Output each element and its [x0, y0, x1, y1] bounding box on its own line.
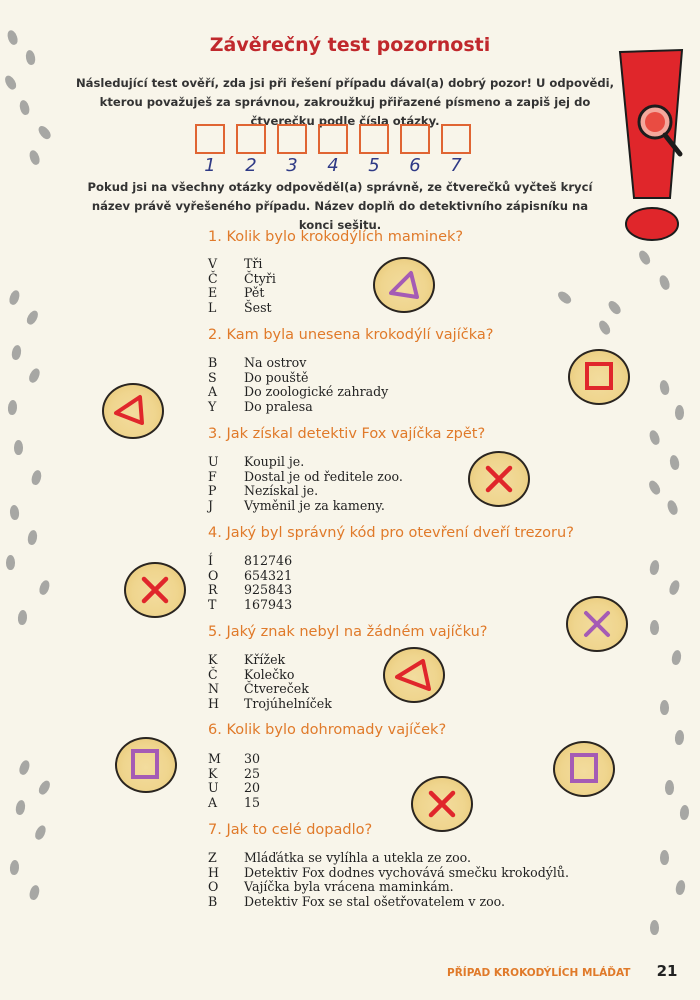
footprint-icon	[648, 429, 662, 446]
footprint-icon	[675, 879, 686, 895]
footprint-icon	[7, 400, 17, 416]
question-title: 2. Kam byla unesena krokodýlí vajíčka?	[208, 327, 494, 343]
answer-option[interactable]: Y Do pralesa	[208, 398, 313, 414]
answer-option[interactable]: N Čtvereček	[208, 681, 309, 696]
footprint-icon	[637, 249, 652, 266]
egg-square-purple	[115, 737, 177, 793]
footprint-icon	[30, 469, 43, 486]
footprint-icon	[38, 579, 52, 596]
box-number: 4	[327, 155, 339, 176]
footprint-icon	[27, 367, 41, 384]
question-title: 3. Jak získal detektiv Fox vajíčka zpět?	[208, 426, 486, 442]
footprint-icon	[650, 920, 659, 935]
answer-list	[208, 752, 260, 810]
egg-square-red	[568, 349, 630, 405]
answer-option[interactable]: K 25	[208, 765, 261, 781]
answer-box[interactable]	[441, 124, 471, 154]
box-number: 7	[450, 155, 462, 176]
footprint-icon	[9, 860, 19, 876]
answer-option[interactable]: B Detektiv Fox se stal ošetřovatelem v zoo.	[208, 893, 506, 909]
footprint-icon	[669, 454, 680, 470]
footprint-icon	[660, 850, 669, 865]
question-title: 1. Kolik bylo krokodýlích maminek?	[208, 229, 464, 245]
footprint-icon	[659, 379, 670, 395]
footprint-icon	[556, 289, 573, 306]
box-number: 6	[409, 155, 421, 176]
footprint-icon	[18, 99, 31, 116]
footprint-icon	[674, 730, 684, 746]
answer-box[interactable]	[318, 124, 348, 154]
answer-list	[208, 455, 403, 513]
egg-square-purple	[553, 741, 615, 797]
answer-option[interactable]: B Na ostrov	[208, 355, 307, 370]
egg-cross-red	[124, 562, 186, 618]
answer-option[interactable]: R 925843	[208, 582, 293, 597]
footprint-icon	[15, 799, 26, 815]
answer-list	[208, 257, 276, 315]
footprint-icon	[6, 555, 15, 570]
egg-triangle-red	[383, 647, 445, 703]
footprint-icon	[25, 309, 40, 326]
answer-option[interactable]: H Trojúhelníček	[208, 695, 332, 711]
footprint-icon	[9, 505, 19, 521]
answer-box[interactable]	[400, 124, 430, 154]
footprint-icon	[606, 299, 623, 316]
question-title: 6. Kolik bylo dohromady vajíček?	[208, 722, 447, 738]
answer-option[interactable]: U Koupil je.	[208, 454, 305, 469]
footprint-icon	[665, 780, 674, 795]
answer-option[interactable]: M 30	[208, 751, 261, 766]
answer-option[interactable]: Z Mláďátka se vylíhla a utekla ze zoo.	[208, 850, 472, 865]
answer-option[interactable]: H Detektiv Fox dodnes vychovává smečku krokodýlů.	[208, 864, 570, 880]
footprint-icon	[597, 319, 612, 336]
box-number: 1	[204, 155, 216, 176]
footprint-icon	[28, 884, 41, 901]
footprint-icon	[671, 649, 682, 665]
answer-option[interactable]: Č Kolečko	[208, 666, 295, 682]
footprint-icon	[675, 405, 684, 420]
answer-option[interactable]: F Dostal je od ředitele zoo.	[208, 468, 403, 484]
egg-triangle-red	[102, 383, 164, 439]
footprint-icon	[3, 74, 18, 91]
egg-cross-red	[411, 776, 473, 832]
answer-option[interactable]: A 15	[208, 794, 261, 810]
footprint-icon	[658, 274, 672, 291]
egg-cross-red	[468, 451, 530, 507]
book-title: PŘÍPAD KROKODÝLÍCH MLÁĎAT	[447, 967, 631, 979]
footprint-icon	[18, 759, 32, 776]
answer-option[interactable]: E Pět	[208, 285, 265, 300]
answer-option[interactable]: Í 812746	[208, 553, 293, 568]
answer-box[interactable]	[359, 124, 389, 154]
footprint-icon	[37, 779, 52, 796]
box-number: 2	[245, 155, 257, 176]
question-title: 7. Jak to celé dopadlo?	[208, 822, 373, 838]
footprint-icon	[27, 529, 38, 545]
footprint-icon	[679, 805, 689, 821]
answer-option[interactable]: L Šest	[208, 299, 272, 315]
footprint-icon	[647, 479, 662, 496]
egg-triangle-purple	[373, 257, 435, 313]
footprint-icon	[11, 344, 22, 360]
answer-option[interactable]: O 654321	[208, 567, 293, 583]
answer-option[interactable]: J Vyměnil je za kameny.	[208, 497, 385, 513]
intro-text: Následující test ověří, zda jsi při řešení případu dával(a) dobrý pozor! U odpovědi, kterou považuješ za správnou, zakroužkuj přiřazené písmeno a zapiš jej do čtverečku podle čísla otázky.	[75, 76, 615, 128]
answer-box[interactable]	[195, 124, 225, 154]
answer-option[interactable]: U 20	[208, 780, 261, 795]
question-title: 4. Jaký byl správný kód pro otevření dveří trezoru?	[208, 525, 574, 541]
answer-box[interactable]	[277, 124, 307, 154]
box-number: 3	[286, 155, 298, 176]
footprint-icon	[36, 124, 53, 141]
answer-option[interactable]: T 167943	[208, 596, 293, 612]
footprint-icon	[28, 149, 42, 166]
answer-option[interactable]: S Do pouště	[208, 369, 309, 385]
answer-list	[208, 851, 569, 909]
exclamation-magnifier-icon	[612, 48, 692, 243]
footprint-icon	[8, 289, 22, 306]
box-number: 5	[368, 155, 380, 176]
footprint-icon	[666, 499, 680, 516]
answer-option[interactable]: Č Čtyři	[208, 270, 276, 286]
answer-list	[208, 554, 292, 612]
egg-cross-purple	[566, 596, 628, 652]
footprint-icon	[649, 559, 660, 575]
answer-option[interactable]: V Tři	[208, 256, 263, 271]
answer-list	[208, 653, 332, 711]
footprint-icon	[668, 579, 682, 596]
question-title: 5. Jaký znak nebyl na žádném vajíčku?	[208, 624, 488, 640]
instructions-text: Pokud jsi na všechny otázky odpověděl(a) správně, ze čtverečků vyčteš krycí název právě vyřešeného případu. Název doplň do detektivního zápisníku na konci sešitu.	[87, 180, 593, 232]
answer-option[interactable]: A Do zoologické zahrady	[208, 384, 389, 399]
answer-option[interactable]: K Křížek	[208, 652, 286, 667]
footprint-icon	[33, 824, 47, 841]
page-title: Závěrečný test pozornosti	[209, 34, 491, 56]
footprint-icon	[650, 620, 659, 635]
answer-option[interactable]: P Nezískal je.	[208, 483, 319, 498]
page-number: 21	[656, 962, 678, 980]
answer-list	[208, 356, 388, 414]
footprint-icon	[14, 440, 23, 455]
answer-option[interactable]: O Vajíčka byla vrácena maminkám.	[208, 879, 454, 894]
footprint-icon	[17, 610, 27, 626]
footprint-icon	[660, 700, 669, 715]
answer-box[interactable]	[236, 124, 266, 154]
